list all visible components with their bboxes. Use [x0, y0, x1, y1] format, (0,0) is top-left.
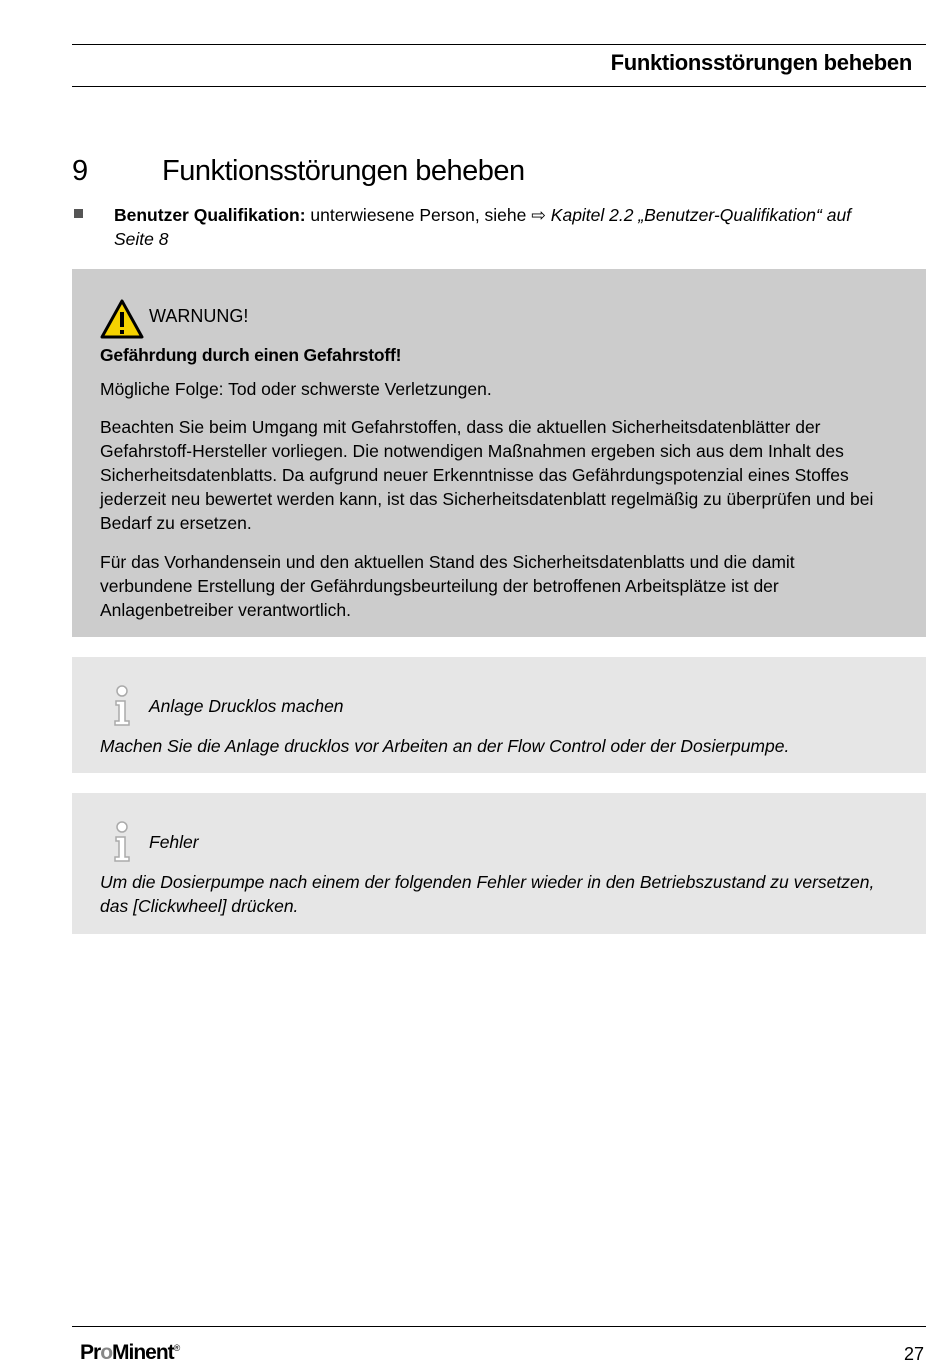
header-bottom-rule — [72, 86, 926, 87]
footer-rule — [72, 1326, 926, 1327]
info-title-drucklos: Anlage Drucklos machen — [149, 696, 344, 716]
square-bullet-icon — [74, 209, 83, 218]
chapter-number: 9 — [72, 155, 89, 187]
warning-paragraph-2: Für das Vorhandensein und den aktuellen Stand des Sicherheitsdatenblatts und die damit verbundene Erstellung der Gefährdungsbeurteilung der betroffenen Arbeitsplätze ist der Anlagenbetreiber verantwortlich. — [100, 552, 795, 620]
warning-heading: Gefährdung durch einen Gefahrstoff! — [100, 345, 402, 365]
info-icon — [110, 821, 134, 863]
qualification-label: Benutzer Qualifikation: — [114, 205, 306, 225]
link-arrow-icon: ⇨ — [531, 205, 546, 225]
running-header-title: Funktionsstörungen beheben — [610, 50, 912, 75]
chapter-title: Funktionsstörungen beheben — [162, 155, 525, 187]
qualification-text: unterwiesene Person, siehe — [305, 205, 532, 225]
prominent-logo: ProMinent® — [80, 1341, 181, 1364]
header-top-rule — [72, 44, 926, 45]
info-text-drucklos: Machen Sie die Anlage drucklos vor Arbeiten an der Flow Control oder der Dosierpumpe. — [100, 736, 790, 756]
info-box-drucklos — [72, 657, 926, 773]
info-text-fehler: Um die Dosierpumpe nach einem der folgenden Fehler wieder in den Betriebszustand zu versetzen, das [Clickwheel] drücken. — [100, 872, 875, 916]
info-box-fehler — [72, 793, 926, 934]
qualification-line — [114, 203, 894, 251]
warning-box — [72, 269, 926, 637]
info-icon — [110, 685, 134, 727]
page-number: 27 — [903, 1344, 924, 1364]
warning-triangle-icon — [100, 299, 144, 339]
warning-label: WARNUNG! — [149, 306, 249, 326]
info-title-fehler: Fehler — [149, 832, 199, 852]
warning-paragraph-1: Beachten Sie beim Umgang mit Gefahrstoffen, dass die aktuellen Sicherheitsdatenblätter der Gefahrstoff-Hersteller vorliegen. Die notwendigen Maßnahmen ergeben sich aus dem Inhalt des Sicherheitsdatenblatts. Da aufgrund neuer Erkenntnisse das Gefährdungspotenzial eines Stoffes jederzeit neu bewertet werden kann, ist das Sicherheitsdatenblatt regelmäßig zu überprüfen und bei Bedarf zu ersetzen. — [100, 417, 874, 533]
warning-consequence: Mögliche Folge: Tod oder schwerste Verletzungen. — [100, 379, 492, 399]
qualification-link[interactable]: Kapitel 2.2 „Benutzer-Qualifikation“ auf Seite 8 — [114, 205, 852, 249]
